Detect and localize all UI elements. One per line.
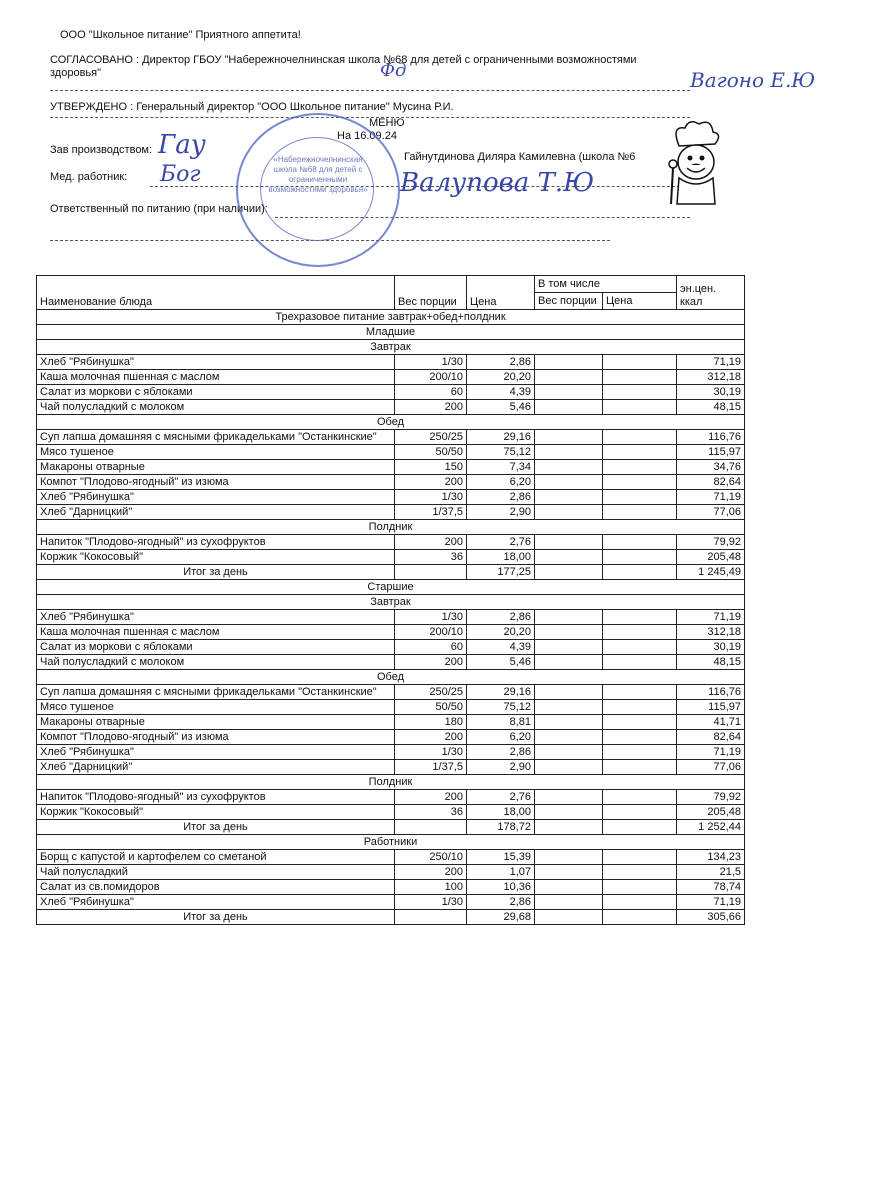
dish-name: Компот "Плодово-ягодный" из изюма — [37, 475, 395, 490]
table-row — [37, 610, 745, 625]
portion-weight: 200 — [395, 730, 467, 745]
table-row — [37, 385, 745, 400]
sub-weight — [535, 505, 603, 520]
sub-price — [603, 730, 677, 745]
price: 2,86 — [467, 490, 535, 505]
sub-weight — [535, 880, 603, 895]
energy-kcal: 312,18 — [677, 625, 745, 640]
table-row — [37, 700, 745, 715]
sub-price — [603, 385, 677, 400]
section-row — [37, 670, 745, 685]
table-row — [37, 475, 745, 490]
company-line: ООО "Школьное питание" Приятного аппетита! — [60, 29, 301, 41]
energy-kcal: 71,19 — [677, 490, 745, 505]
sub-price — [603, 565, 677, 580]
section-title: Полдник — [37, 520, 745, 535]
sub-weight — [535, 385, 603, 400]
table-row — [37, 505, 745, 520]
table-row — [37, 460, 745, 475]
section-row — [37, 595, 745, 610]
approved-line: УТВЕРЖДЕНО : Генеральный директор "ООО Школьное питание" Мусина Р.И. — [50, 101, 454, 113]
dish-name: Макароны отварные — [37, 715, 395, 730]
portion-weight: 200/10 — [395, 625, 467, 640]
header-price: Цена — [467, 276, 535, 310]
portion-weight: 150 — [395, 460, 467, 475]
price: 75,12 — [467, 700, 535, 715]
table-row — [37, 655, 745, 670]
portion-weight: 1/30 — [395, 355, 467, 370]
table-row — [37, 760, 745, 775]
energy-kcal: 79,92 — [677, 790, 745, 805]
energy-kcal: 205,48 — [677, 550, 745, 565]
sub-price — [603, 460, 677, 475]
sub-weight — [535, 550, 603, 565]
sub-price — [603, 805, 677, 820]
portion-weight: 1/30 — [395, 745, 467, 760]
dish-name: Каша молочная пшенная с маслом — [37, 370, 395, 385]
dish-name: Хлеб "Рябинушка" — [37, 745, 395, 760]
energy-kcal: 71,19 — [677, 355, 745, 370]
sub-weight — [535, 655, 603, 670]
portion-weight: 36 — [395, 550, 467, 565]
energy-kcal: 48,15 — [677, 400, 745, 415]
portion-weight: 50/50 — [395, 700, 467, 715]
sub-weight — [535, 790, 603, 805]
table-row — [37, 850, 745, 865]
production-label: Зав производством: — [50, 144, 153, 156]
sub-price — [603, 700, 677, 715]
dish-name: Итог за день — [37, 565, 395, 580]
director-initials-signature: Фд — [380, 60, 407, 81]
section-row — [37, 775, 745, 790]
sub-price — [603, 625, 677, 640]
header-energy: эн.цен. ккал — [677, 276, 745, 310]
energy-kcal: 77,06 — [677, 760, 745, 775]
table-header-row — [37, 276, 745, 293]
table-row — [37, 445, 745, 460]
agreed-line: СОГЛАСОВАНО : Директор ГБОУ "Набережночелнинская школа №68 для детей с ограниченными возможностями — [50, 54, 637, 66]
price: 2,86 — [467, 610, 535, 625]
energy-kcal: 71,19 — [677, 745, 745, 760]
portion-weight: 250/25 — [395, 430, 467, 445]
energy-kcal: 205,48 — [677, 805, 745, 820]
sub-weight — [535, 805, 603, 820]
sub-price — [603, 880, 677, 895]
medical-signature: Бог — [160, 162, 201, 187]
sub-price — [603, 550, 677, 565]
sub-price — [603, 850, 677, 865]
portion-weight: 250/25 — [395, 685, 467, 700]
header-sub-weight: Вес порции — [535, 293, 603, 310]
price: 2,90 — [467, 760, 535, 775]
dish-name: Итог за день — [37, 820, 395, 835]
price: 4,39 — [467, 640, 535, 655]
dish-name: Итог за день — [37, 910, 395, 925]
stamp-text: «Набережночелнинская школа №68 для детей с ограниченными возможностями здоровья» — [268, 155, 368, 194]
portion-weight: 200 — [395, 655, 467, 670]
table-row — [37, 805, 745, 820]
chef-icon — [665, 118, 725, 208]
dish-name: Салат из св.помидоров — [37, 880, 395, 895]
sub-price — [603, 760, 677, 775]
portion-weight: 1/37,5 — [395, 505, 467, 520]
energy-kcal: 77,06 — [677, 505, 745, 520]
sub-weight — [535, 610, 603, 625]
price: 177,25 — [467, 565, 535, 580]
sub-weight — [535, 445, 603, 460]
table-row — [37, 640, 745, 655]
sub-price — [603, 640, 677, 655]
table-row — [37, 895, 745, 910]
dish-name: Хлеб "Рябинушка" — [37, 490, 395, 505]
energy-kcal: 78,74 — [677, 880, 745, 895]
dish-name: Напиток "Плодово-ягодный" из сухофруктов — [37, 535, 395, 550]
dish-name: Каша молочная пшенная с маслом — [37, 625, 395, 640]
price: 6,20 — [467, 730, 535, 745]
sub-price — [603, 715, 677, 730]
menu-table — [36, 275, 745, 925]
sub-price — [603, 535, 677, 550]
price: 8,81 — [467, 715, 535, 730]
section-title: Обед — [37, 415, 745, 430]
table-row — [37, 400, 745, 415]
portion-weight: 200 — [395, 790, 467, 805]
dish-name: Хлеб "Рябинушка" — [37, 610, 395, 625]
portion-weight: 200 — [395, 865, 467, 880]
price: 2,76 — [467, 790, 535, 805]
sub-weight — [535, 700, 603, 715]
price: 6,20 — [467, 475, 535, 490]
sub-weight — [535, 715, 603, 730]
price: 29,16 — [467, 685, 535, 700]
section-row — [37, 580, 745, 595]
section-row — [37, 340, 745, 355]
dish-name: Хлеб "Дарницкий" — [37, 760, 395, 775]
portion-weight — [395, 565, 467, 580]
section-title: Завтрак — [37, 595, 745, 610]
sub-weight — [535, 355, 603, 370]
menu-title: МЕНЮ — [369, 117, 405, 129]
portion-weight — [395, 820, 467, 835]
sub-price — [603, 430, 677, 445]
dish-name: Салат из моркови с яблоками — [37, 640, 395, 655]
medical-label: Мед. работник: — [50, 171, 128, 183]
price: 7,34 — [467, 460, 535, 475]
portion-weight: 60 — [395, 385, 467, 400]
energy-kcal: 1 252,44 — [677, 820, 745, 835]
price: 4,39 — [467, 385, 535, 400]
sub-weight — [535, 730, 603, 745]
sub-weight — [535, 850, 603, 865]
portion-weight: 60 — [395, 640, 467, 655]
energy-kcal: 71,19 — [677, 610, 745, 625]
table-row — [37, 790, 745, 805]
sub-price — [603, 400, 677, 415]
energy-kcal: 48,15 — [677, 655, 745, 670]
price: 2,86 — [467, 745, 535, 760]
dish-name: Хлеб "Дарницкий" — [37, 505, 395, 520]
portion-weight: 36 — [395, 805, 467, 820]
table-row — [37, 355, 745, 370]
price: 178,72 — [467, 820, 535, 835]
dish-name: Чай полусладкий — [37, 865, 395, 880]
dish-name: Коржик "Кокосовый" — [37, 550, 395, 565]
dish-name: Борщ с капустой и картофелем со сметаной — [37, 850, 395, 865]
director-signature: Вагоно Е.Ю — [690, 68, 816, 92]
energy-kcal: 312,18 — [677, 370, 745, 385]
dish-name: Суп лапша домашняя с мясными фрикадельками "Останкинские" — [37, 430, 395, 445]
dish-name: Чай полусладкий с молоком — [37, 655, 395, 670]
price: 20,20 — [467, 370, 535, 385]
energy-kcal: 1 245,49 — [677, 565, 745, 580]
portion-weight: 200 — [395, 535, 467, 550]
sub-weight — [535, 430, 603, 445]
energy-kcal: 116,76 — [677, 685, 745, 700]
energy-kcal: 115,97 — [677, 700, 745, 715]
energy-kcal: 71,19 — [677, 895, 745, 910]
dish-name: Напиток "Плодово-ягодный" из сухофруктов — [37, 790, 395, 805]
price: 29,68 — [467, 910, 535, 925]
sub-weight — [535, 685, 603, 700]
menu-date: На 16.09.24 — [337, 130, 397, 142]
energy-kcal: 30,19 — [677, 385, 745, 400]
portion-weight: 1/30 — [395, 895, 467, 910]
table-row — [37, 550, 745, 565]
section-row — [37, 325, 745, 340]
energy-kcal: 82,64 — [677, 475, 745, 490]
table-row — [37, 730, 745, 745]
section-title: Обед — [37, 670, 745, 685]
sub-price — [603, 790, 677, 805]
section-title: Работники — [37, 835, 745, 850]
sub-weight — [535, 640, 603, 655]
sub-price — [603, 895, 677, 910]
header-sub-price: Цена — [603, 293, 677, 310]
header-including: В том числе — [535, 276, 677, 293]
portion-weight: 1/37,5 — [395, 760, 467, 775]
dish-name: Макароны отварные — [37, 460, 395, 475]
total-row — [37, 565, 745, 580]
section-title: Полдник — [37, 775, 745, 790]
dish-name: Мясо тушеное — [37, 700, 395, 715]
sub-price — [603, 355, 677, 370]
sub-price — [603, 685, 677, 700]
price: 20,20 — [467, 625, 535, 640]
sub-weight — [535, 475, 603, 490]
portion-weight: 1/30 — [395, 490, 467, 505]
sub-weight — [535, 565, 603, 580]
sub-price — [603, 745, 677, 760]
dish-name: Хлеб "Рябинушка" — [37, 355, 395, 370]
price: 18,00 — [467, 805, 535, 820]
table-row — [37, 430, 745, 445]
table-row — [37, 490, 745, 505]
table-row — [37, 745, 745, 760]
energy-kcal: 30,19 — [677, 640, 745, 655]
dish-name: Салат из моркови с яблоками — [37, 385, 395, 400]
portion-weight: 250/10 — [395, 850, 467, 865]
price: 15,39 — [467, 850, 535, 865]
price: 10,36 — [467, 880, 535, 895]
sub-weight — [535, 460, 603, 475]
responsible-label: Ответственный по питанию (при наличии): — [50, 203, 268, 215]
price: 18,00 — [467, 550, 535, 565]
portion-weight: 100 — [395, 880, 467, 895]
sub-price — [603, 505, 677, 520]
energy-kcal: 134,23 — [677, 850, 745, 865]
sub-weight — [535, 625, 603, 640]
production-signature: Гау — [158, 130, 206, 160]
energy-kcal: 79,92 — [677, 535, 745, 550]
header-name: Наименование блюда — [37, 276, 395, 310]
section-row — [37, 835, 745, 850]
portion-weight: 180 — [395, 715, 467, 730]
sub-weight — [535, 745, 603, 760]
section-row — [37, 520, 745, 535]
sub-price — [603, 490, 677, 505]
sub-price — [603, 370, 677, 385]
school-stamp — [236, 113, 400, 267]
sub-weight — [535, 535, 603, 550]
sub-weight — [535, 820, 603, 835]
dish-name: Суп лапша домашняя с мясными фрикадельками "Останкинские" — [37, 685, 395, 700]
sub-price — [603, 445, 677, 460]
energy-kcal: 115,97 — [677, 445, 745, 460]
portion-weight: 200 — [395, 400, 467, 415]
section-title: Старшие — [37, 580, 745, 595]
agreed-line-cont: здоровья" — [50, 67, 102, 79]
dish-name: Чай полусладкий с молоком — [37, 400, 395, 415]
section-title: Завтрак — [37, 340, 745, 355]
portion-weight: 200 — [395, 475, 467, 490]
sub-price — [603, 910, 677, 925]
price: 5,46 — [467, 655, 535, 670]
sub-weight — [535, 910, 603, 925]
table-row — [37, 685, 745, 700]
section-title: Трехразовое питание завтрак+обед+полдник — [37, 310, 745, 325]
table-row — [37, 535, 745, 550]
sub-price — [603, 865, 677, 880]
sub-price — [603, 475, 677, 490]
price: 5,46 — [467, 400, 535, 415]
portion-weight: 200/10 — [395, 370, 467, 385]
sub-price — [603, 655, 677, 670]
sub-price — [603, 610, 677, 625]
price: 2,90 — [467, 505, 535, 520]
sub-weight — [535, 895, 603, 910]
dish-name: Хлеб "Рябинушка" — [37, 895, 395, 910]
energy-kcal: 21,5 — [677, 865, 745, 880]
section-title: Младшие — [37, 325, 745, 340]
sub-weight — [535, 490, 603, 505]
total-row — [37, 910, 745, 925]
dish-name: Мясо тушеное — [37, 445, 395, 460]
table-row — [37, 715, 745, 730]
sub-weight — [535, 370, 603, 385]
dish-name: Компот "Плодово-ягодный" из изюма — [37, 730, 395, 745]
energy-kcal: 41,71 — [677, 715, 745, 730]
table-row — [37, 880, 745, 895]
header-weight: Вес порции — [395, 276, 467, 310]
medical-name-signature: Валупова Т.Ю — [400, 168, 595, 198]
table-row — [37, 370, 745, 385]
energy-kcal: 82,64 — [677, 730, 745, 745]
price: 2,86 — [467, 355, 535, 370]
table-row — [37, 865, 745, 880]
divider — [50, 90, 690, 91]
price: 2,86 — [467, 895, 535, 910]
section-row — [37, 310, 745, 325]
energy-kcal: 34,76 — [677, 460, 745, 475]
sub-weight — [535, 400, 603, 415]
portion-weight: 1/30 — [395, 610, 467, 625]
energy-kcal: 116,76 — [677, 430, 745, 445]
dish-name: Коржик "Кокосовый" — [37, 805, 395, 820]
price: 75,12 — [467, 445, 535, 460]
energy-kcal: 305,66 — [677, 910, 745, 925]
portion-weight: 50/50 — [395, 445, 467, 460]
sub-price — [603, 820, 677, 835]
sub-weight — [535, 760, 603, 775]
sub-weight — [535, 865, 603, 880]
price: 29,16 — [467, 430, 535, 445]
portion-weight — [395, 910, 467, 925]
section-row — [37, 415, 745, 430]
total-row — [37, 820, 745, 835]
production-name: Гайнутдинова Диляра Камилевна (школа №6 — [404, 151, 636, 163]
table-row — [37, 625, 745, 640]
price: 2,76 — [467, 535, 535, 550]
price: 1,07 — [467, 865, 535, 880]
